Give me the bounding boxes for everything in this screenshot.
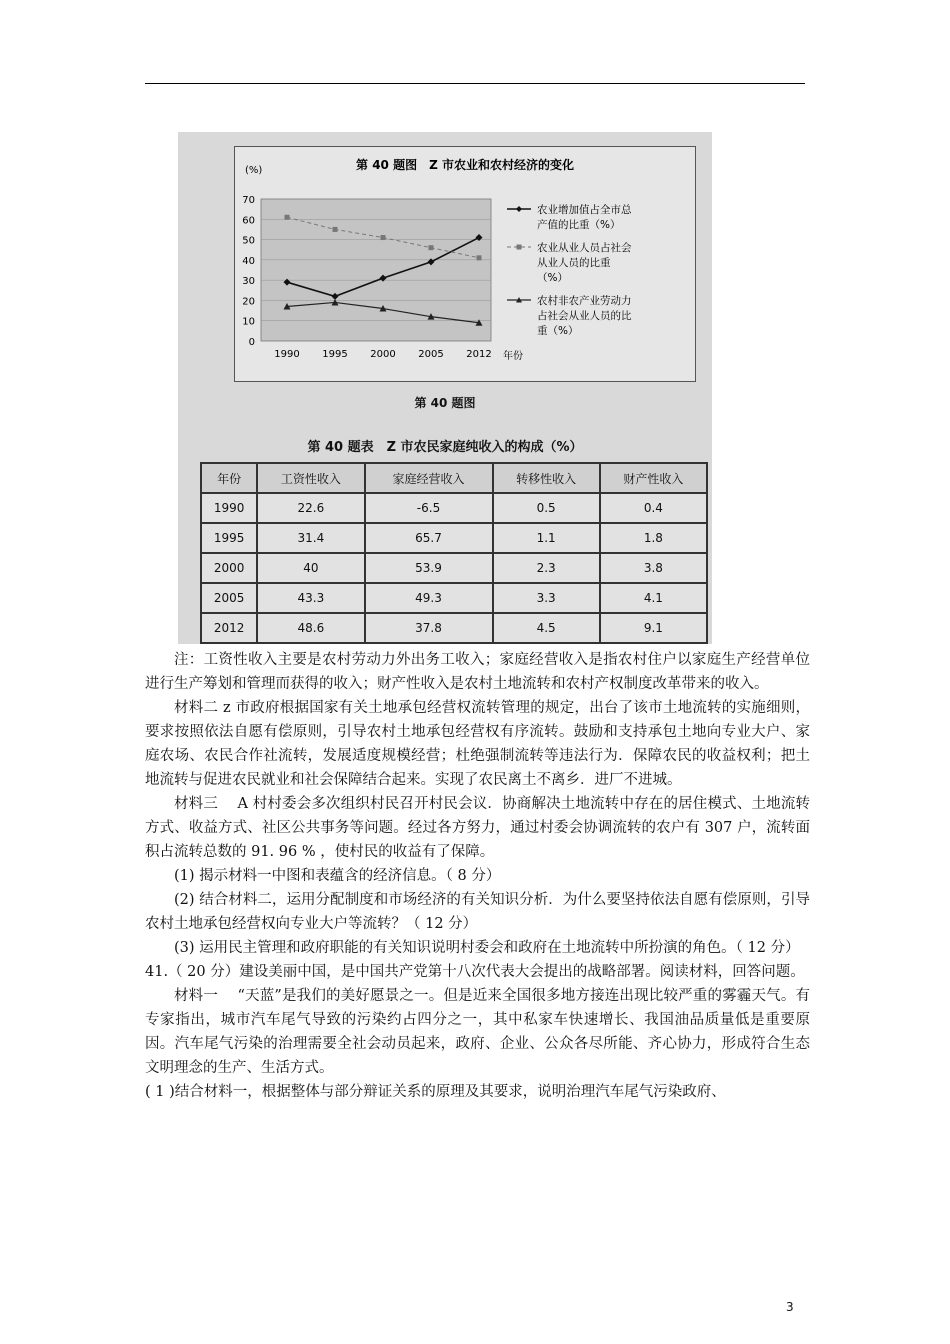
table-cell: 2000 [201, 553, 257, 583]
table-title: 第 40 题表 Z 市农民家庭纯收入的构成（%） [307, 440, 583, 455]
question-2: (2) 结合材料二，运用分配制度和市场经济的有关知识分析．为什么要坚持依法自愿有偿原则，引导农村土地承包经营权向专业大户等流转？（ 12 分） [145, 892, 810, 932]
income-table [200, 462, 708, 644]
x-tick-label: 2005 [418, 349, 444, 360]
legend-label: 农村非农产业劳动力 [537, 295, 632, 307]
y-tick-label: 70 [242, 195, 255, 206]
page-number: 3 [786, 1300, 794, 1314]
data-point [285, 215, 290, 220]
question-text [145, 648, 810, 1104]
table-row [201, 523, 707, 553]
table-cell: 1995 [201, 523, 257, 553]
table-cell: 3.8 [600, 553, 707, 583]
question-41: 41.（ 20 分）建设美丽中国，是中国共产党第十八次代表大会提出的战略部署。阅读材料，回答问题。 [145, 964, 805, 980]
note-paragraph: 注：工资性收入主要是农村劳动力外出务工收入；家庭经营收入是指农村住户以家庭生产经营单位进行生产筹划和管理而获得的收入；财产性收入是农村土地流转和农村产权制度改革带来的收入。 [145, 652, 810, 692]
table-cell: 40 [257, 553, 364, 583]
y-tick-label: 60 [242, 215, 255, 227]
x-axis-label: 年份 [503, 351, 523, 362]
data-point [381, 235, 386, 240]
y-tick-label: 40 [242, 255, 255, 267]
table-cell: -6.5 [365, 493, 493, 523]
line-chart [234, 146, 696, 382]
x-tick-label: 1995 [322, 349, 348, 360]
table-cell: 49.3 [365, 583, 493, 613]
question-41-1: ( 1 )结合材料一，根据整体与部分辩证关系的原理及其要求，说明治理汽车尾气污染政府、 [145, 1084, 726, 1100]
table-row [201, 493, 707, 523]
table-body [201, 493, 707, 643]
figure-caption: 第 40 题图 [414, 396, 476, 410]
table-header-cell: 年份 [201, 463, 257, 493]
table-cell: 1.1 [493, 523, 600, 553]
table-cell: 31.4 [257, 523, 364, 553]
table-row [201, 583, 707, 613]
legend-label: 从业人员的比重 [537, 257, 611, 269]
legend-label: 农业增加值占全市总 [537, 204, 632, 216]
y-tick-label: 20 [242, 296, 255, 308]
table-cell: 1990 [201, 493, 257, 523]
table-cell: 3.3 [493, 583, 600, 613]
table-row [201, 553, 707, 583]
exam-figure [178, 132, 712, 644]
legend-label: 农业从业人员占社会 [537, 242, 632, 254]
y-tick-label: 30 [242, 276, 255, 288]
header-rule [145, 83, 805, 84]
question-1: (1) 揭示材料一中图和表蕴含的经济信息。（ 8 分） [174, 868, 501, 884]
material-three: 材料三 A 村村委会多次组织村民召开村民会议．协商解决土地流转中存在的居住模式、土地流转方式、收益方式、社区公共事务等问题。经过各方努力，通过村委会协调流转的农户有 307 户，流转面积占流转总数的 91. 96 % ，使村民的收益有了保障。 [145, 796, 810, 860]
x-tick-label: 1990 [274, 349, 300, 360]
x-tick-label: 2012 [466, 349, 492, 360]
table-cell: 43.3 [257, 583, 364, 613]
data-point [477, 255, 482, 260]
question-3: (3) 运用民主管理和政府职能的有关知识说明村委会和政府在土地流转中所扮演的角色。（ 12 分） [174, 940, 800, 956]
legend-marker [516, 206, 522, 212]
table-cell: 2005 [201, 583, 257, 613]
table-cell: 2012 [201, 613, 257, 643]
y-tick-label: 0 [248, 337, 255, 348]
table-header-cell: 转移性收入 [493, 463, 600, 493]
legend-label: 占社会从业人员的比 [537, 310, 632, 322]
table-header-row [201, 463, 707, 493]
material-two: 材料二 z 市政府根据国家有关土地承包经营权流转管理的规定，出台了该市土地流转的实施细则，要求按照依法自愿有偿原则，引导农村土地承包经营权有序流转。鼓励和支持承包土地向专业大户、家庭农场、农民合作社流转，发展适度规模经营；杜绝强制流转等违法行为．保障农民的收益权利；把土地流转与促进农民就业和社会保障结合起来。实现了农民离土不离乡．进厂不进城。 [145, 700, 810, 788]
data-point [429, 245, 434, 250]
table-cell: 9.1 [600, 613, 707, 643]
y-tick-label: 10 [242, 316, 255, 328]
legend-label: （%） [537, 272, 568, 284]
y-axis-unit: (%) [245, 165, 263, 176]
table-header-cell: 财产性收入 [600, 463, 707, 493]
legend-marker [517, 245, 522, 250]
table-cell: 53.9 [365, 553, 493, 583]
chart-title: 第 40 题图 Z 市农业和农村经济的变化 [356, 158, 574, 172]
table-cell: 48.6 [257, 613, 364, 643]
table-cell: 4.5 [493, 613, 600, 643]
data-point [333, 227, 338, 232]
table-cell: 65.7 [365, 523, 493, 553]
table-header-cell: 工资性收入 [257, 463, 364, 493]
table-cell: 37.8 [365, 613, 493, 643]
y-tick-label: 50 [242, 235, 255, 247]
table-cell: 2.3 [493, 553, 600, 583]
table-header-cell: 家庭经营收入 [365, 463, 493, 493]
legend-label: 产值的比重（%） [537, 219, 621, 231]
table-cell: 1.8 [600, 523, 707, 553]
table-cell: 0.5 [493, 493, 600, 523]
table-cell: 0.4 [600, 493, 707, 523]
x-tick-label: 2000 [370, 349, 396, 360]
table-row [201, 613, 707, 643]
table-cell: 4.1 [600, 583, 707, 613]
legend-label: 重（%） [537, 325, 579, 337]
material-41-one: 材料一 “天蓝”是我们的美好愿景之一。但是近来全国很多地方接连出现比较严重的雾霾天气。有专家指出，城市汽车尾气导致的污染约占四分之一，其中私家车快速增长、我国油品质量低是重要原因。汽车尾气污染的治理需要全社会动员起来，政府、企业、公众各尽所能、齐心协力，形成符合生态文明理念的生产、生活方式。 [145, 988, 810, 1076]
chart-svg [235, 147, 695, 381]
table-cell: 22.6 [257, 493, 364, 523]
